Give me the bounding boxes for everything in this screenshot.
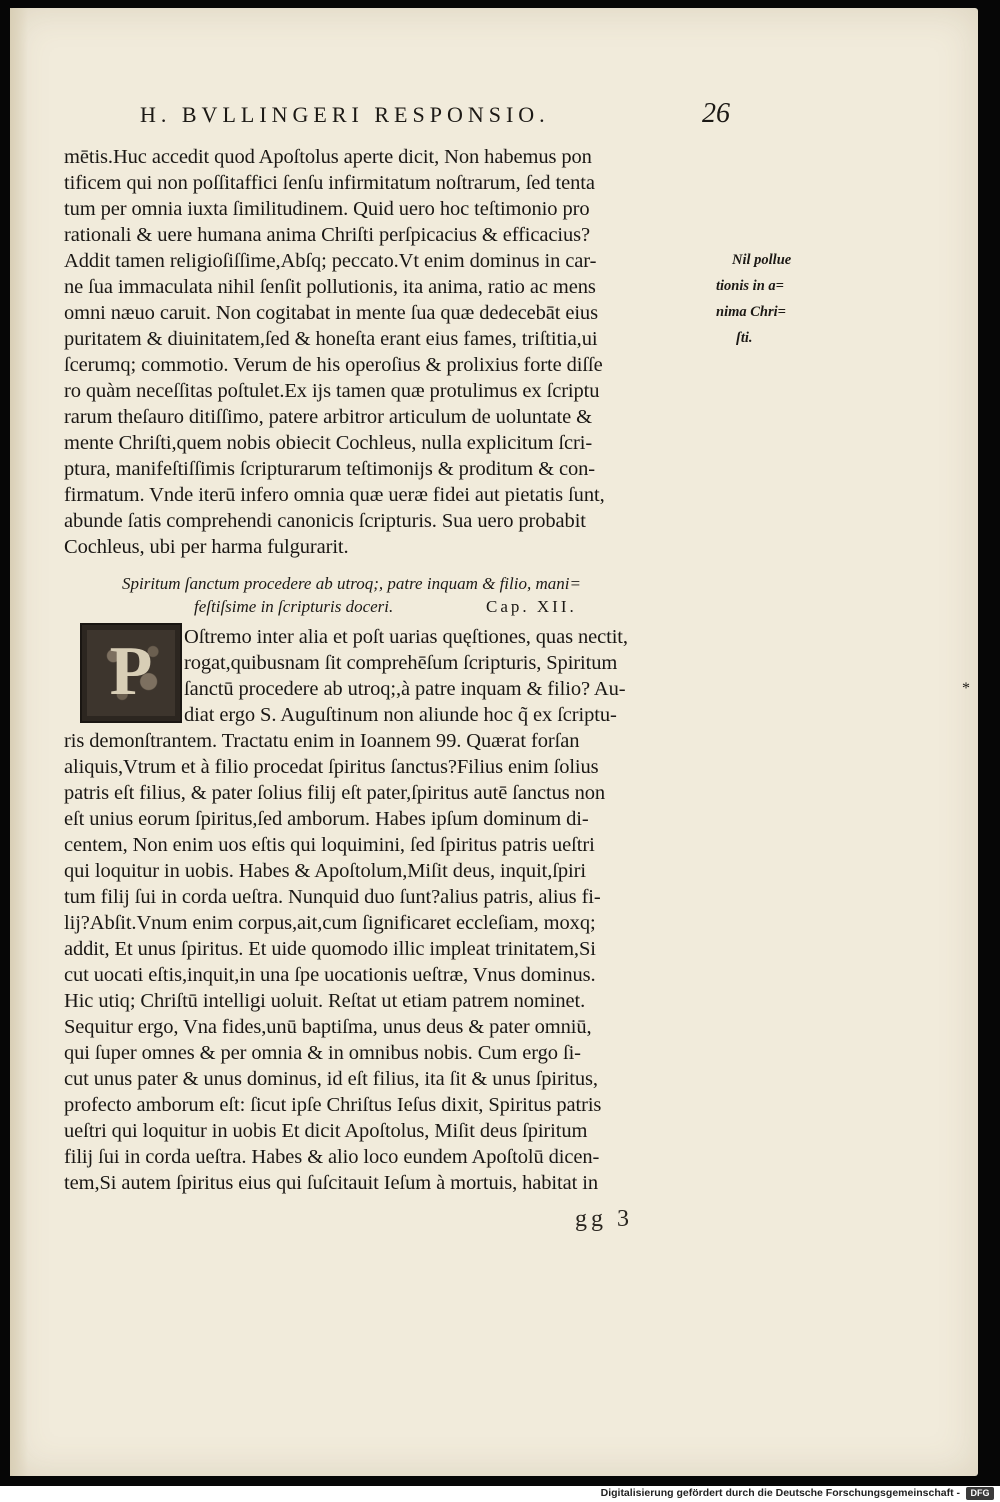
text-line: filij ſui in corda ueſtra. Habes & alio loco eundem Apoſtolū dicen- — [64, 1146, 600, 1168]
text-line: cut uocati eſtis,inquit,in una ſpe uocationis ueſtræ, Vnus dominus. — [64, 964, 596, 986]
text-line: rationali & uere humana anima Chriſti perſpicacius & efficacius? — [64, 224, 591, 246]
initial-letter: P — [109, 633, 153, 710]
text-line: ſcerumq; commotio. Verum de his operoſius & prolixius forte diſſe — [64, 354, 603, 376]
text-line: diat ergo S. Auguſtinum non aliunde hoc q̃ ex ſcriptu- — [184, 704, 617, 726]
text-line: tum per omnia iuxta ſimilitudinem. Quid uero hoc teſtimonio pro — [64, 198, 590, 220]
text-line: mētis.Huc accedit quod Apoſtolus aperte dicit, Non habemus pon — [64, 146, 592, 168]
text-line: tem,Si autem ſpiritus eius qui ſuſcitauit Ieſum à mortuis, habitat in — [64, 1172, 598, 1194]
chapter-number: Cap. XII. — [486, 597, 577, 616]
text-line: aliquis,Vtrum et à filio procedat ſpiritus ſanctus?Filius enim ſolius — [64, 756, 599, 778]
text-line: tificem qui non poſſitaffici ſenſu infirmitatum noſtrarum, ſed tenta — [64, 172, 595, 194]
text-line: Sequitur ergo, Vna fides,unū baptiſma, unus deus & pater omniū, — [64, 1016, 592, 1038]
margin-note: nima Chri= — [716, 304, 786, 320]
margin-note: Nil pollue — [732, 252, 792, 268]
running-head — [140, 96, 730, 136]
text-line: tum filij ſui in corda ueſtra. Nunquid duo ſunt?alius patris, alius fi- — [64, 886, 601, 908]
text-line: centem, Non enim uos eſtis qui loquimini, ſed ſpiritus patris ueſtri — [64, 834, 595, 856]
footer-bar — [0, 1486, 1000, 1502]
stray-mark: * — [962, 680, 970, 697]
running-title: H. BVLLINGERI RESPONSIO. — [140, 102, 550, 127]
text-line: ris demonſtrantem. Tractatu enim in Ioannem 99. Quærat forſan — [64, 730, 580, 752]
funding-notice: Digitalisierung gefördert durch die Deutsche Forschungsgemeinschaft - — [600, 1487, 960, 1499]
text-line: Oſtremo inter alia et poſt uarias quęſtiones, quas nectit, — [184, 626, 628, 648]
text-line: firmatum. Vnde iterū infero omnia quæ ueræ fidei aut pietatis ſunt, — [64, 484, 605, 506]
text-line: qui loquitur in uobis. Habes & Apoſtolum,Miſit deus, inquit,ſpiri — [64, 860, 586, 882]
text-line: cut unus pater & unus dominus, id eſt filius, ita ſit & unus ſpiritus, — [64, 1068, 598, 1090]
text-line: Cochleus, ubi per harma fulgurarit. — [64, 536, 349, 558]
text-line: ptura, manifeſtiſſimis ſcripturarum teſtimonijs & proditum & con- — [64, 458, 595, 480]
folio-number: 26 — [702, 98, 730, 129]
chapter-heading-line1: Spiritum ſanctum procedere ab utroq;, patre inquam & filio, mani= — [122, 574, 581, 593]
text-line: ſanctū procedere ab utroq;,à patre inquam & filio? Au- — [184, 678, 626, 700]
dfg-logo: DFG — [966, 1487, 994, 1500]
margin-note: tionis in a= — [716, 278, 784, 294]
text-line: profecto amborum eſt: ſicut ipſe Chriſtus Ieſus dixit, Spiritus patris — [64, 1094, 602, 1116]
signature-mark: gg 3 — [575, 1206, 633, 1232]
text-line: qui ſuper omnes & per omnia & in omnibus nobis. Cum ergo ſi- — [64, 1042, 581, 1064]
text-line: ro quàm neceſſitas poſtulet.Ex ijs tamen quæ protulimus ex ſcriptu — [64, 380, 600, 402]
margin-note: ſti. — [736, 330, 753, 346]
text-line: omni næuo caruit. Non cogitabat in mente ſua quæ dedecebāt eius — [64, 302, 598, 324]
text-line: abunde ſatis comprehendi canonicis ſcripturis. Sua uero probabit — [64, 510, 586, 532]
text-line: ueſtri qui loquitur in uobis Et dicit Apoſtolus, Miſit deus ſpiritum — [64, 1120, 588, 1142]
text-line: Hic utiq; Chriſtū intelligi uoluit. Reſtat ut etiam patrem nominet. — [64, 990, 586, 1012]
text-line: lij?Abſit.Vnum enim corpus,ait,cum ſignificaret eccleſiam, moxq; — [64, 912, 596, 934]
text-line: Addit tamen religioſiſſime,Abſq; peccato.Vt enim dominus in car- — [64, 250, 597, 272]
chapter-heading-line2: feſtiſsime in ſcripturis doceri. — [194, 597, 394, 616]
decorated-initial — [80, 623, 182, 723]
text-line: puritatem & diuinitatem,ſed & honeſta erant eius fames, triſtitia,ui — [64, 328, 598, 350]
page-edge-shadow — [10, 8, 28, 1476]
text-line: ne ſua immaculata nihil ſenſit pollutionis, ita anima, ratio ac mens — [64, 276, 596, 298]
text-line: rarum theſauro ditiſſimo, patere arbitror articulum de uoluntate & — [64, 406, 592, 428]
text-line: mente Chriſti,quem nobis obiecit Cochleus, nulla explicitum ſcri- — [64, 432, 593, 454]
text-line: patris eſt filius, & pater ſolius filij eſt pater,ſpiritus autē ſanctus non — [64, 782, 606, 804]
text-line: addit, Et unus ſpiritus. Et uide quomodo illic impleat trinitatem,Si — [64, 938, 596, 960]
text-line: eſt unius eorum ſpiritus,ſed amborum. Habes ipſum dominum di- — [64, 808, 589, 830]
text-line: rogat,quibusnam ſit comprehēſum ſcripturis, Spiritum — [184, 652, 618, 674]
